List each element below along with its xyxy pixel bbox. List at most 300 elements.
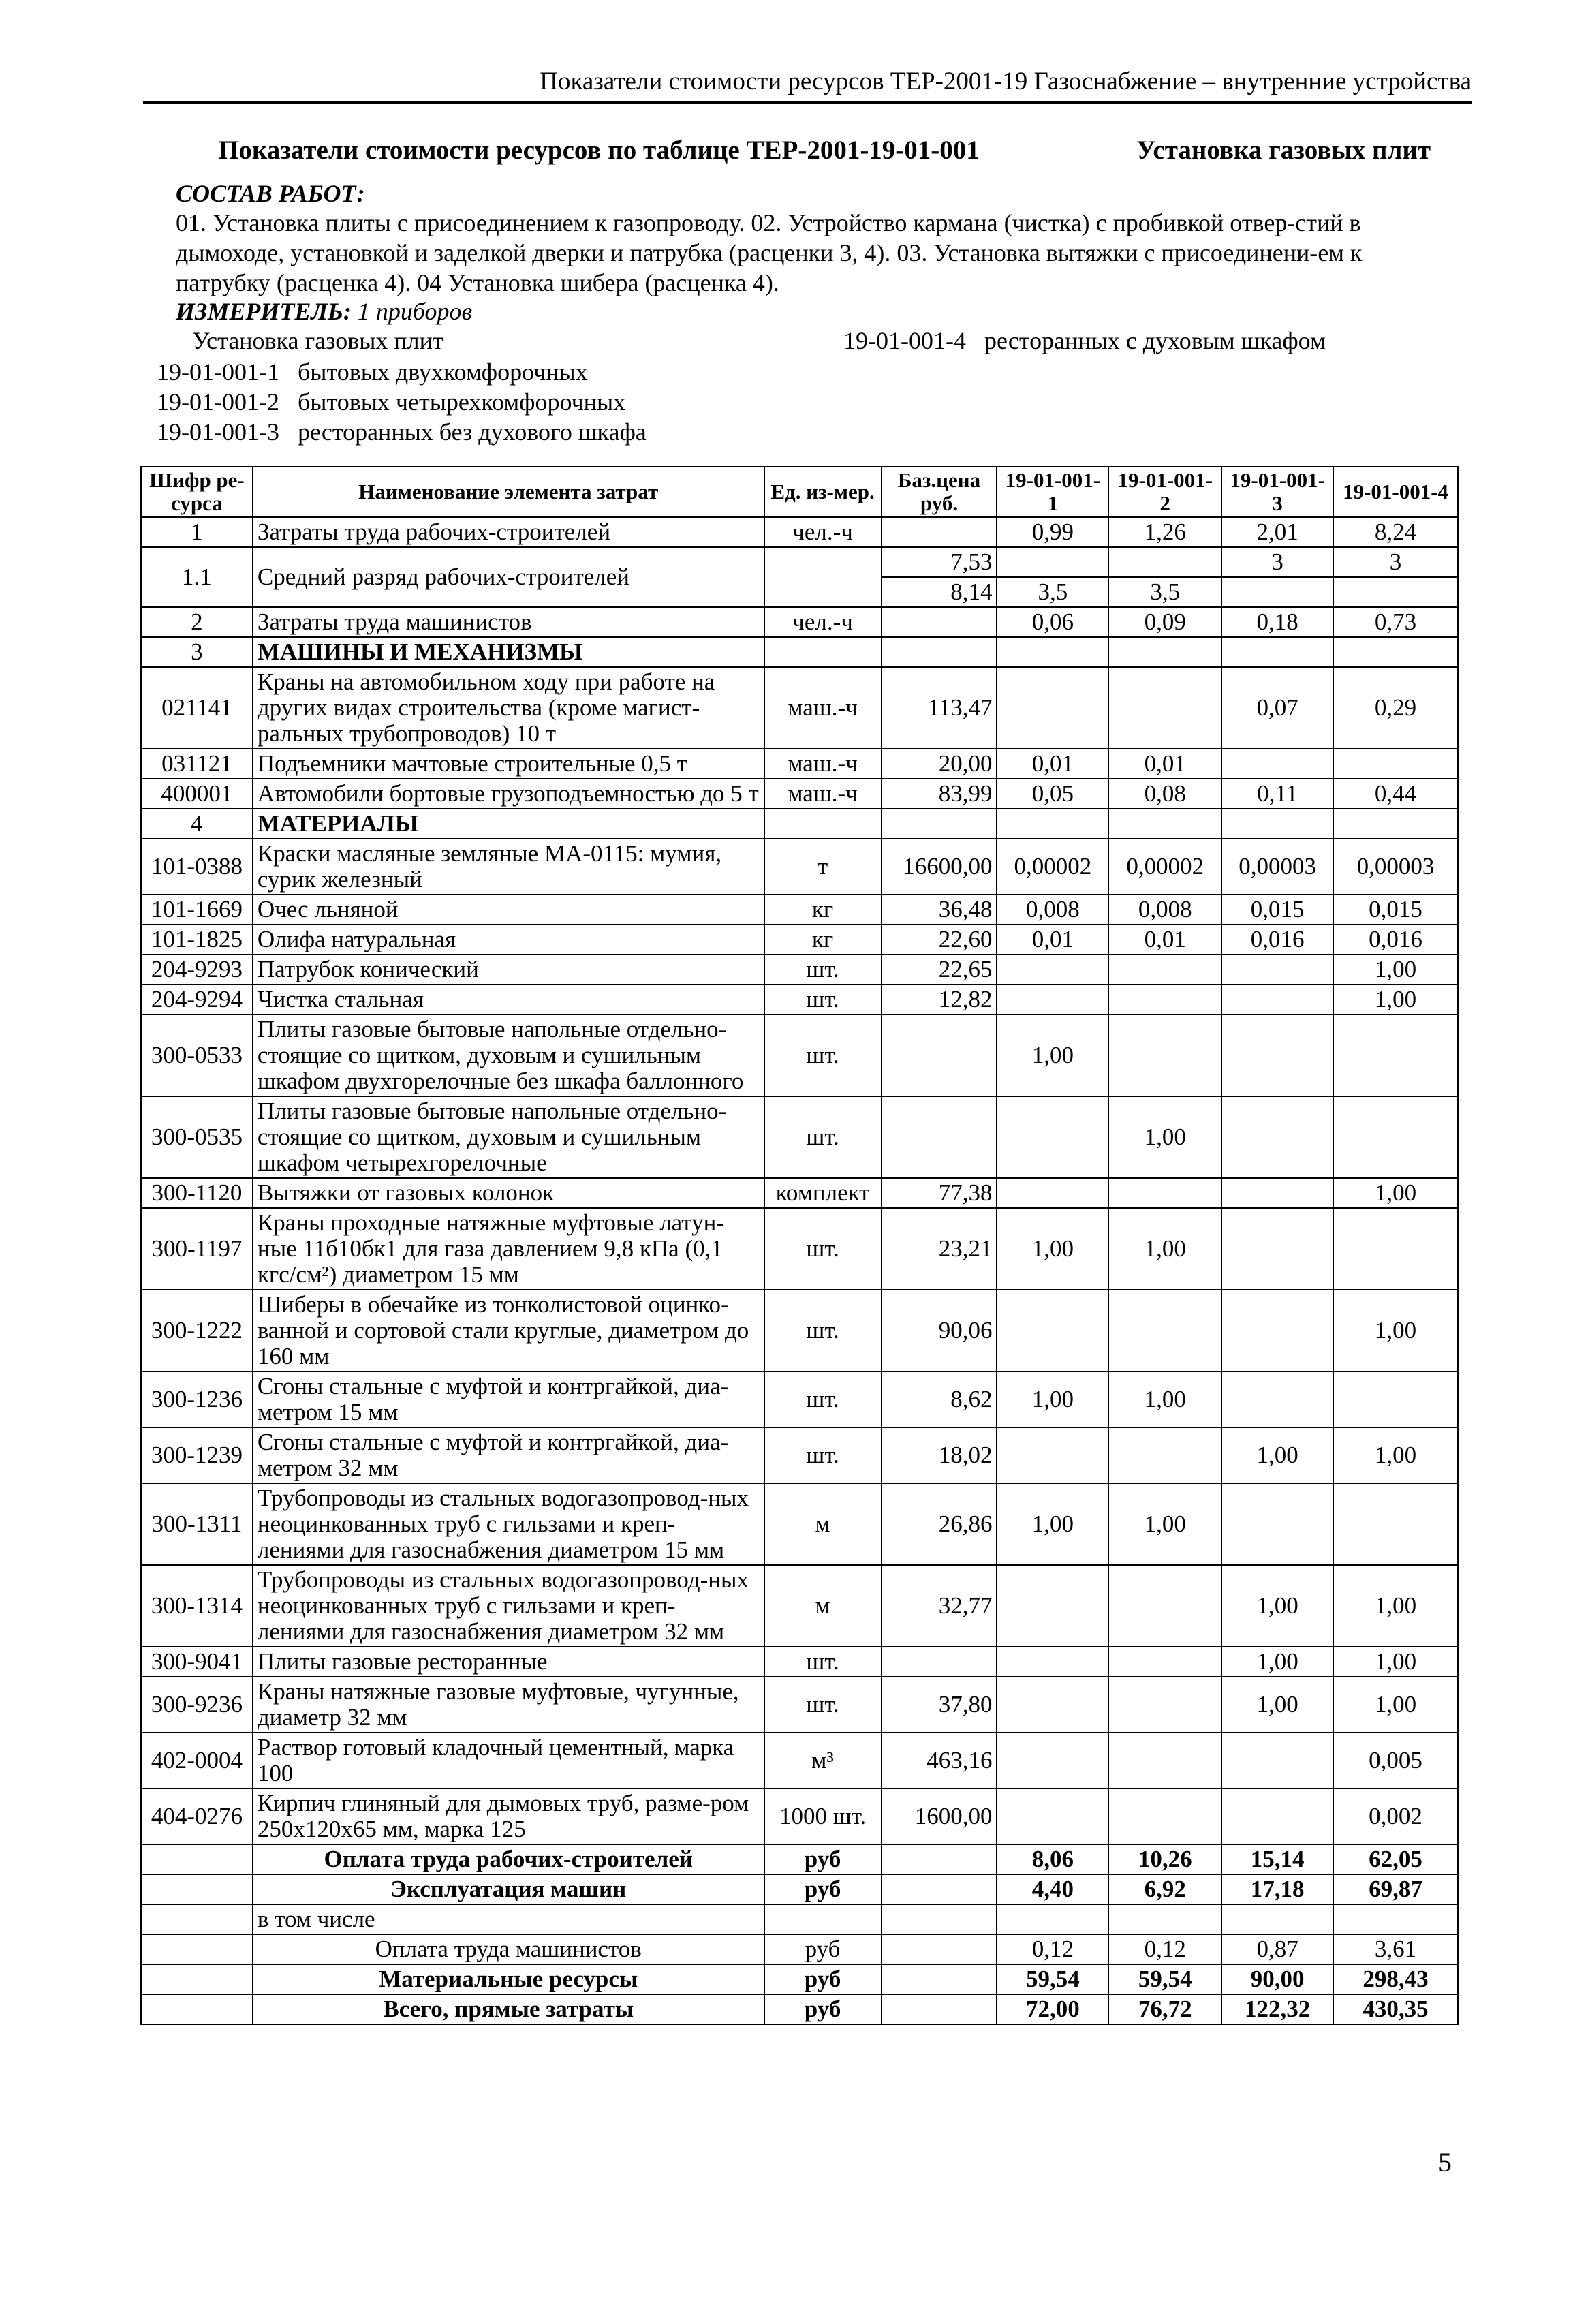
- install-item-2: [157, 387, 625, 417]
- cell-name: Сгоны стальные с муфтой и контргайкой, диа-метром 32 мм: [253, 1427, 764, 1483]
- cell-v1: [997, 1290, 1108, 1372]
- cell-v1: 1,00: [997, 1483, 1108, 1565]
- cell-v2: 0,01: [1108, 925, 1221, 955]
- cell-v3: 1,00: [1221, 1647, 1333, 1677]
- cell-v4: 1,00: [1333, 1565, 1458, 1647]
- cell-price: 20,00: [882, 749, 997, 779]
- cell-v1: [997, 1677, 1108, 1733]
- total-row: [141, 1844, 1458, 1874]
- section-row: [141, 809, 1458, 839]
- cell-name: Плиты газовые бытовые напольные отдельно-стоящие со щитком, духовым и сушильным шкафом четырехгорелочные: [253, 1096, 764, 1178]
- col-header-price: Баз.цена руб.: [882, 467, 997, 517]
- cell-unit: [764, 547, 882, 607]
- cell-empty: [882, 637, 997, 667]
- cell-v3: [1221, 749, 1333, 779]
- section-title: МАШИНЫ И МЕХАНИЗМЫ: [253, 637, 764, 667]
- table-row: [141, 1788, 1458, 1844]
- table-row: [141, 1733, 1458, 1788]
- cell-v3: 0,07: [1221, 667, 1333, 749]
- install-item-name: бытовых двухкомфорочных: [297, 358, 588, 386]
- total-unit: руб: [764, 1934, 882, 1964]
- cell-name: Вытяжки от газовых колонок: [253, 1178, 764, 1208]
- cell-v4: 1,00: [1333, 1427, 1458, 1483]
- cell-price: 22,65: [882, 955, 997, 985]
- cell-name: Раствор готовый кладочный цементный, марка 100: [253, 1733, 764, 1788]
- install-item-code: 19-01-001-2: [157, 388, 279, 416]
- cell-empty: [764, 809, 882, 839]
- cell-v1: 0,00002: [997, 839, 1108, 895]
- cell-empty: [764, 637, 882, 667]
- cell-unit: кг: [764, 895, 882, 925]
- total-unit: руб: [764, 1964, 882, 1994]
- cell-code: 402-0004: [141, 1733, 253, 1788]
- cell-v2: [1108, 1427, 1221, 1483]
- cell-unit: маш.-ч: [764, 779, 882, 809]
- cell-price: 7,53: [882, 547, 997, 577]
- cell-v2: [1108, 1788, 1221, 1844]
- cell-v2: 1,00: [1108, 1096, 1221, 1178]
- cell-v4: 1,00: [1333, 985, 1458, 1014]
- cell-v4: [1333, 1372, 1458, 1427]
- table-row: [141, 1565, 1458, 1647]
- cell-code: 3: [141, 637, 253, 667]
- meter-unit: 1 приборов: [357, 298, 473, 325]
- cell-name: Плиты газовые бытовые напольные отдельно-стоящие со щитком, духовым и сушильным шкафом двухгорелочные без шкафа баллонного: [253, 1014, 764, 1096]
- cell-code: 204-9294: [141, 985, 253, 1014]
- total-unit: руб: [764, 1874, 882, 1904]
- cell-name: Шиберы в обечайке из тонколистовой оцинко-ванной и сортовой стали круглые, диаметром до 160 мм: [253, 1290, 764, 1372]
- table-row: [141, 1290, 1458, 1372]
- install-item-3: [157, 417, 647, 447]
- col-header-code: Шифр ре-сурса: [141, 467, 253, 517]
- cell-name: Краски масляные земляные МА-0115: мумия, сурик железный: [253, 839, 764, 895]
- cell-v2: 0,00002: [1108, 839, 1221, 895]
- cell-unit: шт.: [764, 1208, 882, 1290]
- cell-v3: 1,00: [1221, 1565, 1333, 1647]
- total-row: [141, 1934, 1458, 1964]
- cell-code: 400001: [141, 779, 253, 809]
- cell-v1: 0,99: [997, 517, 1108, 547]
- cell-v2: 1,26: [1108, 517, 1221, 547]
- cell-v2: [1108, 1733, 1221, 1788]
- section-row: [141, 637, 1458, 667]
- total-v3: 17,18: [1221, 1874, 1333, 1904]
- table-row: [141, 547, 1458, 577]
- total-v3: 15,14: [1221, 1844, 1333, 1874]
- total-v2: 0,12: [1108, 1934, 1221, 1964]
- cell-unit: чел.-ч: [764, 517, 882, 547]
- cell-v1: 0,01: [997, 925, 1108, 955]
- total-v4: [1333, 1904, 1458, 1934]
- col-header-v4: 19-01-001-4: [1333, 467, 1458, 517]
- cell-price: 77,38: [882, 1178, 997, 1208]
- cell-code: 300-1222: [141, 1290, 253, 1372]
- cell-empty: [997, 637, 1108, 667]
- cell-price: 37,80: [882, 1677, 997, 1733]
- cell-unit: чел.-ч: [764, 607, 882, 637]
- cell-unit: маш.-ч: [764, 749, 882, 779]
- cell-unit: шт.: [764, 1647, 882, 1677]
- cell-empty: [882, 1904, 997, 1934]
- cell-unit: комплект: [764, 1178, 882, 1208]
- cell-name: Олифа натуральная: [253, 925, 764, 955]
- table-row: [141, 1483, 1458, 1565]
- page-number: 5: [1438, 2147, 1452, 2178]
- cell-v4: 1,00: [1333, 955, 1458, 985]
- cell-v2: [1108, 547, 1221, 577]
- cell-v4: 0,016: [1333, 925, 1458, 955]
- cell-unit: шт.: [764, 955, 882, 985]
- table-body: [141, 517, 1458, 2024]
- cell-unit: шт.: [764, 1290, 882, 1372]
- cell-name: Трубопроводы из стальных водогазопровод-ных неоцинкованных труб с гильзами и креп-лениями для газоснабжения диаметром 15 мм: [253, 1483, 764, 1565]
- cell-empty: [141, 1874, 253, 1904]
- cell-v4: 0,015: [1333, 895, 1458, 925]
- cell-unit: м: [764, 1483, 882, 1565]
- table-row: [141, 985, 1458, 1014]
- cell-unit: шт.: [764, 1372, 882, 1427]
- cell-name: Кирпич глиняный для дымовых труб, разме-ром 250x120x65 мм, марка 125: [253, 1788, 764, 1844]
- cell-v2: 0,08: [1108, 779, 1221, 809]
- total-v2: [1108, 1904, 1221, 1934]
- cell-name: Автомобили бортовые грузоподъемностью до 5 т: [253, 779, 764, 809]
- cell-code: 2: [141, 607, 253, 637]
- table-row: [141, 1372, 1458, 1427]
- cell-unit: м: [764, 1565, 882, 1647]
- cell-unit: шт.: [764, 1677, 882, 1733]
- total-v3: 0,87: [1221, 1934, 1333, 1964]
- cell-price: 463,16: [882, 1733, 997, 1788]
- col-header-v2: 19-01-001-2: [1108, 467, 1221, 517]
- total-v3: 122,32: [1221, 1994, 1333, 2024]
- meter-label: ИЗМЕРИТЕЛЬ:: [176, 298, 352, 325]
- cell-code: 300-1197: [141, 1208, 253, 1290]
- cell-code: 4: [141, 809, 253, 839]
- total-name: в том числе: [253, 1904, 764, 1934]
- cell-v2: 1,00: [1108, 1208, 1221, 1290]
- cell-price: 16600,00: [882, 839, 997, 895]
- cell-name: Патрубок конический: [253, 955, 764, 985]
- table-row: [141, 1208, 1458, 1290]
- total-row: [141, 1994, 1458, 2024]
- table-row: [141, 1096, 1458, 1178]
- cell-price: 8,62: [882, 1372, 997, 1427]
- cell-code: 101-1825: [141, 925, 253, 955]
- cell-empty: [1108, 809, 1221, 839]
- col-header-unit: Ед. из-мер.: [764, 467, 882, 517]
- cell-v2: [1108, 1178, 1221, 1208]
- cell-v3: [1221, 1096, 1333, 1178]
- table-row: [141, 749, 1458, 779]
- cell-v3: 1,00: [1221, 1427, 1333, 1483]
- col-header-v3: 19-01-001-3: [1221, 467, 1333, 517]
- cell-v4: [1333, 1096, 1458, 1178]
- cell-name: Затраты труда рабочих-строителей: [253, 517, 764, 547]
- cell-v4: 0,002: [1333, 1788, 1458, 1844]
- section-title: МАТЕРИАЛЫ: [253, 809, 764, 839]
- cell-empty: [1333, 637, 1458, 667]
- cell-empty: [1221, 637, 1333, 667]
- total-name: Эксплуатация машин: [253, 1874, 764, 1904]
- cell-empty: [882, 809, 997, 839]
- install-item-name: ресторанных без духового шкафа: [297, 418, 647, 446]
- cell-unit: шт.: [764, 1014, 882, 1096]
- cell-v2: 3,5: [1108, 577, 1221, 607]
- cell-v3: [1221, 1788, 1333, 1844]
- cell-v3: [1221, 1733, 1333, 1788]
- total-v1: [997, 1904, 1108, 1934]
- cell-code: 300-1120: [141, 1178, 253, 1208]
- total-v3: [1221, 1904, 1333, 1934]
- cell-v1: [997, 667, 1108, 749]
- table-header-row: [141, 467, 1458, 517]
- cell-v3: [1221, 577, 1333, 607]
- cell-v4: 8,24: [1333, 517, 1458, 547]
- cell-v4: 0,29: [1333, 667, 1458, 749]
- cell-v1: 0,01: [997, 749, 1108, 779]
- total-row: [141, 1964, 1458, 1994]
- cell-price: 26,86: [882, 1483, 997, 1565]
- cell-v2: 0,01: [1108, 749, 1221, 779]
- total-name: Всего, прямые затраты: [253, 1994, 764, 2024]
- cell-v4: [1333, 577, 1458, 607]
- table-row: [141, 517, 1458, 547]
- cell-v4: [1333, 1483, 1458, 1565]
- total-v2: 6,92: [1108, 1874, 1221, 1904]
- cell-code: 021141: [141, 667, 253, 749]
- cell-unit: шт.: [764, 1427, 882, 1483]
- cell-v3: [1221, 1290, 1333, 1372]
- cell-empty: [882, 1844, 997, 1874]
- cell-code: 1: [141, 517, 253, 547]
- table-title: Показатели стоимости ресурсов по таблице ТЕР-2001-19-01-001: [218, 136, 980, 165]
- cell-unit: т: [764, 839, 882, 895]
- cell-code: 300-9236: [141, 1677, 253, 1733]
- total-v1: 8,06: [997, 1844, 1108, 1874]
- cell-v2: [1108, 1677, 1221, 1733]
- cell-price: 83,99: [882, 779, 997, 809]
- cell-price: 90,06: [882, 1290, 997, 1372]
- cell-unit: шт.: [764, 985, 882, 1014]
- install-item-1: [157, 357, 588, 387]
- table-title-right: Установка газовых плит: [1136, 136, 1431, 165]
- cell-price: 36,48: [882, 895, 997, 925]
- total-v1: 0,12: [997, 1934, 1108, 1964]
- cell-price: 22,60: [882, 925, 997, 955]
- cell-v2: [1108, 1647, 1221, 1677]
- cell-empty: [1333, 809, 1458, 839]
- total-v2: 10,26: [1108, 1844, 1221, 1874]
- cell-empty: [882, 1964, 997, 1994]
- install-item-4: [843, 326, 1326, 356]
- table-row: [141, 1178, 1458, 1208]
- cell-v1: 1,00: [997, 1014, 1108, 1096]
- cell-v3: 0,18: [1221, 607, 1333, 637]
- cell-code: 300-1239: [141, 1427, 253, 1483]
- total-v4: 69,87: [1333, 1874, 1458, 1904]
- cell-v3: [1221, 1178, 1333, 1208]
- cell-v1: [997, 1733, 1108, 1788]
- cell-v3: [1221, 1483, 1333, 1565]
- cell-code: 300-0535: [141, 1096, 253, 1178]
- cell-code: 204-9293: [141, 955, 253, 985]
- cell-price: 113,47: [882, 667, 997, 749]
- cell-name: Краны проходные натяжные муфтовые латун-ные 11б10бк1 для газа давлением 9,8 кПа (0,1 кгс/см²) диаметром 15 мм: [253, 1208, 764, 1290]
- cell-v4: 0,005: [1333, 1733, 1458, 1788]
- table-row: [141, 925, 1458, 955]
- running-header: Показатели стоимости ресурсов ТЕР-2001-19 Газоснабжение – внутренние устройства: [143, 65, 1472, 104]
- cell-price: [882, 517, 997, 547]
- resource-table: [140, 466, 1459, 2025]
- cell-name: Чистка стальная: [253, 985, 764, 1014]
- work-label: СОСТАВ РАБОТ:: [176, 180, 365, 207]
- cell-v4: 3: [1333, 547, 1458, 577]
- cell-v1: [997, 547, 1108, 577]
- total-v4: 298,43: [1333, 1964, 1458, 1994]
- table-row: [141, 1014, 1458, 1096]
- cell-v1: 1,00: [997, 1208, 1108, 1290]
- table-row: [141, 1647, 1458, 1677]
- cell-v1: [997, 1647, 1108, 1677]
- cell-v4: 0,73: [1333, 607, 1458, 637]
- cell-empty: [997, 809, 1108, 839]
- cell-v2: [1108, 1565, 1221, 1647]
- cell-v3: 0,00003: [1221, 839, 1333, 895]
- cell-name: Средний разряд рабочих-строителей: [253, 547, 764, 607]
- col-header-name: Наименование элемента затрат: [253, 467, 764, 517]
- cell-empty: [141, 1904, 253, 1934]
- cell-price: [882, 1647, 997, 1677]
- cell-v4: 0,00003: [1333, 839, 1458, 895]
- cell-code: 300-1314: [141, 1565, 253, 1647]
- cell-empty: [141, 1934, 253, 1964]
- cell-v3: 0,016: [1221, 925, 1333, 955]
- cell-code: 300-1311: [141, 1483, 253, 1565]
- table-row: [141, 667, 1458, 749]
- cell-name: Трубопроводы из стальных водогазопровод-ных неоцинкованных труб с гильзами и креп-лениями для газоснабжения диаметром 32 мм: [253, 1565, 764, 1647]
- total-unit: [764, 1904, 882, 1934]
- cell-v4: 1,00: [1333, 1677, 1458, 1733]
- cell-v2: 0,09: [1108, 607, 1221, 637]
- cell-v3: 1,00: [1221, 1677, 1333, 1733]
- cell-v4: 0,44: [1333, 779, 1458, 809]
- meter-line: [176, 297, 472, 326]
- total-unit: руб: [764, 1844, 882, 1874]
- cell-v2: 1,00: [1108, 1372, 1221, 1427]
- cell-name: Подъемники мачтовые строительные 0,5 т: [253, 749, 764, 779]
- cell-price: 12,82: [882, 985, 997, 1014]
- cell-v4: [1333, 749, 1458, 779]
- cell-empty: [141, 1844, 253, 1874]
- cell-v1: [997, 1096, 1108, 1178]
- cell-v3: 2,01: [1221, 517, 1333, 547]
- cell-v1: 1,00: [997, 1372, 1108, 1427]
- total-v4: 430,35: [1333, 1994, 1458, 2024]
- col-header-v1: 19-01-001-1: [997, 467, 1108, 517]
- install-item-code: 19-01-001-3: [157, 418, 279, 446]
- cell-v3: [1221, 985, 1333, 1014]
- cell-unit: шт.: [764, 1096, 882, 1178]
- total-v1: 4,40: [997, 1874, 1108, 1904]
- cell-v4: 1,00: [1333, 1290, 1458, 1372]
- cell-v1: 3,5: [997, 577, 1108, 607]
- cell-price: [882, 1014, 997, 1096]
- table-row: [141, 895, 1458, 925]
- install-title: Установка газовых плит: [192, 327, 443, 354]
- cell-v2: [1108, 1014, 1221, 1096]
- cell-price: [882, 1096, 997, 1178]
- cell-price: 32,77: [882, 1565, 997, 1647]
- total-v2: 76,72: [1108, 1994, 1221, 2024]
- work-text: 01. Установка плиты с присоединением к газопроводу. 02. Устройство кармана (чистка) с пробивкой отвер-стий в дымоходе, установкой и заделкой дверки и патрубка (расценки 3, 4). 03. Установка вытяжки с присоединени-ем к патрубку (расценка 4). 04 Установка шибера (расценка 4).: [176, 209, 1363, 296]
- cell-v1: 0,06: [997, 607, 1108, 637]
- cell-code: 031121: [141, 749, 253, 779]
- cell-unit: 1000 шт.: [764, 1788, 882, 1844]
- cell-v2: 1,00: [1108, 1483, 1221, 1565]
- cell-v2: [1108, 955, 1221, 985]
- cell-v1: 0,008: [997, 895, 1108, 925]
- install-item-code: 19-01-001-4: [843, 327, 966, 354]
- cell-name: Плиты газовые ресторанные: [253, 1647, 764, 1677]
- cell-v4: 1,00: [1333, 1647, 1458, 1677]
- cell-code: 300-0533: [141, 1014, 253, 1096]
- cell-empty: [1108, 637, 1221, 667]
- cell-v3: [1221, 955, 1333, 985]
- table-row: [141, 779, 1458, 809]
- total-v1: 59,54: [997, 1964, 1108, 1994]
- cell-price: [882, 607, 997, 637]
- total-row: [141, 1904, 1458, 1934]
- total-v3: 90,00: [1221, 1964, 1333, 1994]
- cell-v1: [997, 1427, 1108, 1483]
- cell-name: Очес льняной: [253, 895, 764, 925]
- total-v1: 72,00: [997, 1994, 1108, 2024]
- cell-v1: [997, 1565, 1108, 1647]
- cell-v4: 1,00: [1333, 1178, 1458, 1208]
- total-name: Материальные ресурсы: [253, 1964, 764, 1994]
- cell-unit: кг: [764, 925, 882, 955]
- cell-empty: [141, 1994, 253, 2024]
- cell-v3: [1221, 1014, 1333, 1096]
- table-row: [141, 839, 1458, 895]
- cell-code: 1.1: [141, 547, 253, 607]
- cell-v3: 0,015: [1221, 895, 1333, 925]
- total-v2: 59,54: [1108, 1964, 1221, 1994]
- cell-v2: [1108, 985, 1221, 1014]
- cell-v1: [997, 1178, 1108, 1208]
- cell-v3: [1221, 1372, 1333, 1427]
- cell-v4: [1333, 1208, 1458, 1290]
- cell-v2: [1108, 667, 1221, 749]
- total-row: [141, 1874, 1458, 1904]
- cell-v3: 3: [1221, 547, 1333, 577]
- cell-code: 101-0388: [141, 839, 253, 895]
- cell-code: 300-9041: [141, 1647, 253, 1677]
- total-v4: 3,61: [1333, 1934, 1458, 1964]
- install-item-name: ресторанных с духовым шкафом: [984, 327, 1326, 354]
- cell-v2: [1108, 1290, 1221, 1372]
- table-row: [141, 955, 1458, 985]
- total-name: Оплата труда рабочих-строителей: [253, 1844, 764, 1874]
- cell-empty: [882, 1874, 997, 1904]
- cell-empty: [141, 1964, 253, 1994]
- cell-code: 404-0276: [141, 1788, 253, 1844]
- cell-name: Краны на автомобильном ходу при работе на других видах строительства (кроме магист-ральных трубопроводов) 10 т: [253, 667, 764, 749]
- table-row: [141, 607, 1458, 637]
- cell-empty: [882, 1994, 997, 2024]
- cell-unit: маш.-ч: [764, 667, 882, 749]
- cell-price: 1600,00: [882, 1788, 997, 1844]
